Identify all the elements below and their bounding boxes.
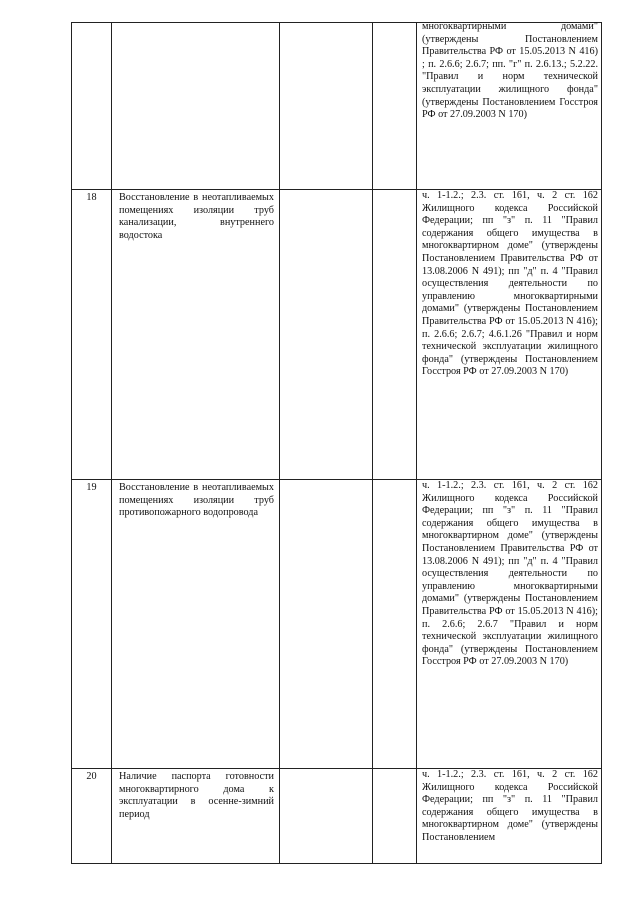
legal-reference-cell — [417, 190, 602, 480]
table-row-continued — [72, 23, 602, 190]
legal-reference-cell — [417, 480, 602, 769]
legal-reference-text: ч. 1-1.2.; 2.3. ст. 161, ч. 2 ст. 162 Жилищного кодекса Российской Федерации; пп "з" п. 11 "Правил содержания общего имущества в многоквартирном доме" (утверждены Постановлением — [422, 769, 598, 843]
empty-cell — [280, 769, 373, 864]
empty-cell — [373, 769, 417, 864]
row-number — [72, 23, 111, 25]
empty-cell — [280, 23, 373, 190]
row-number-cell — [72, 190, 112, 480]
requirement-cell — [112, 23, 280, 190]
table-row-19 — [72, 480, 602, 769]
table-row-18 — [72, 190, 602, 480]
requirement-cell — [112, 769, 280, 864]
table-row-20 — [72, 769, 602, 864]
requirement-cell — [112, 190, 280, 480]
empty-cell — [373, 480, 417, 769]
row-number: 20 — [86, 771, 97, 782]
requirement-text — [112, 23, 279, 25]
requirement-text: Восстановление в неотапливаемых помещениях изоляции труб канализации, внутреннего водостока — [119, 192, 274, 241]
row-number-cell — [72, 769, 112, 864]
legal-reference-cell — [417, 769, 602, 864]
row-number-cell — [72, 480, 112, 769]
row-number: 18 — [86, 192, 97, 203]
empty-cell — [280, 480, 373, 769]
empty-cell — [373, 23, 417, 190]
requirements-table — [71, 22, 602, 864]
legal-reference-cell — [417, 23, 602, 190]
legal-reference-text: ч. 1-1.2.; 2.3. ст. 161, ч. 2 ст. 162 Жилищного кодекса Российской Федерации; пп "з" п. 11 "Правил содержания общего имущества в многоквартирном доме" (утверждены Постановлением Правительства РФ от 13.08.2006 N 491); пп "д" п. 4 "Правил осуществления деятельности по управлению многоквартирными домами" (утверждены Постановлением Правительства РФ от 15.05.2013 N 416); п. 2.6.6; 2.6.7 "Правил и норм технической эксплуатации жилищного фонда" (утверждены Постановлением Госстроя РФ от 27.09.2003 N 170) — [422, 480, 598, 668]
empty-cell — [373, 190, 417, 480]
row-number: 19 — [86, 482, 97, 493]
requirement-cell — [112, 480, 280, 769]
legal-reference-text: ч. 1-1.2.; 2.3. ст. 161, ч. 2 ст. 162 Жилищного кодекса Российской Федерации; пп "з" п. 11 "Правил содержания общего имущества в многоквартирном доме" (утверждены Постановлением Правительства РФ от 13.08.2006 N 491); пп "д" п. 4 "Правил осуществления деятельности по управлению многоквартирными домами" (утверждены Постановлением Правительства РФ от 15.05.2013 N 416); п. 2.6.6; 2.6.7; 4.6.1.26 "Правил и норм технической эксплуатации жилищного фонда" (утверждены Постановлением Госстроя РФ от 27.09.2003 N 170) — [422, 190, 598, 378]
requirement-text: Восстановление в неотапливаемых помещениях изоляции труб противопожарного водопровода — [119, 482, 274, 519]
requirement-text: Наличие паспорта готовности многоквартирного дома к эксплуатации в осенне-зимний период — [119, 771, 274, 820]
empty-cell — [280, 190, 373, 480]
legal-reference-text: многоквартирными домами" (утверждены Постановлением Правительства РФ от 15.05.2013 N 416) ; п. 2.6.6; 2.6.7; пп. "г" п. 2.6.13.; 5.2.22. "Правил и норм технической эксплуатации жилищного фонда" (утверждены Постановлением Госстроя РФ от 27.09.2003 N 170) — [422, 21, 598, 121]
row-number-cell — [72, 23, 112, 190]
